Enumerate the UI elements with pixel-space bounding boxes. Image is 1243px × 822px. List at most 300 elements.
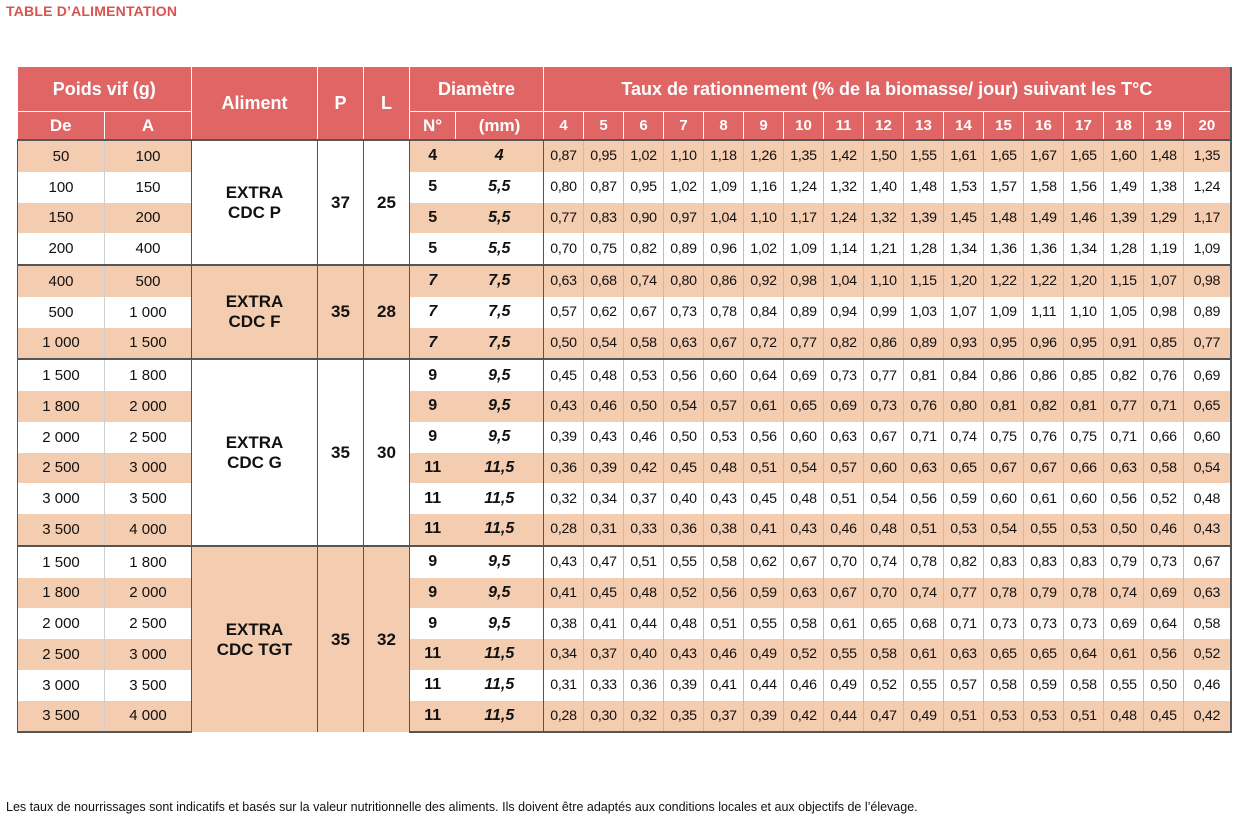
rate-cell: 0,38 [544, 608, 584, 639]
rate-cell: 0,93 [944, 328, 984, 360]
rate-cell: 0,74 [904, 578, 944, 609]
rate-cell: 0,57 [544, 297, 584, 328]
l-cell: 32 [364, 546, 410, 733]
rate-cell: 0,47 [864, 701, 904, 733]
weight-to-cell: 1 000 [105, 297, 192, 328]
weight-from-cell: 1 000 [18, 328, 105, 360]
rate-cell: 0,64 [1144, 608, 1184, 639]
temperature-header: 10 [784, 112, 824, 141]
weight-to-cell: 500 [105, 265, 192, 297]
rate-cell: 0,40 [664, 483, 704, 514]
rate-cell: 0,94 [824, 297, 864, 328]
rate-cell: 0,33 [624, 514, 664, 546]
rate-cell: 0,51 [944, 701, 984, 733]
rate-cell: 1,20 [1064, 265, 1104, 297]
rate-cell: 0,63 [1184, 578, 1231, 609]
diameter-mm-cell: 11,5 [456, 483, 544, 514]
rate-cell: 0,43 [664, 639, 704, 670]
rate-cell: 0,80 [664, 265, 704, 297]
temperature-header: 5 [584, 112, 624, 141]
rate-cell: 0,77 [544, 203, 584, 234]
rate-cell: 0,55 [824, 639, 864, 670]
temperature-header: 4 [544, 112, 584, 141]
rate-cell: 1,35 [1184, 140, 1231, 172]
weight-from-cell: 2 000 [18, 422, 105, 453]
pellet-number-cell: 7 [410, 328, 456, 360]
rate-cell: 0,74 [624, 265, 664, 297]
table-row [18, 265, 1231, 297]
weight-to-cell: 3 000 [105, 453, 192, 484]
rate-cell: 0,67 [1024, 453, 1064, 484]
rate-cell: 0,91 [1104, 328, 1144, 360]
rate-cell: 0,67 [864, 422, 904, 453]
rate-cell: 0,59 [1024, 670, 1064, 701]
rate-cell: 0,71 [904, 422, 944, 453]
page-title: TABLE D’ALIMENTATION [6, 3, 178, 19]
rate-cell: 0,43 [704, 483, 744, 514]
rate-cell: 0,37 [704, 701, 744, 733]
pellet-number-cell: 11 [410, 639, 456, 670]
rate-cell: 0,36 [664, 514, 704, 546]
rate-cell: 0,52 [664, 578, 704, 609]
rate-cell: 1,56 [1064, 172, 1104, 203]
rate-cell: 0,39 [664, 670, 704, 701]
rate-cell: 1,10 [744, 203, 784, 234]
rate-cell: 0,43 [784, 514, 824, 546]
rate-cell: 1,36 [984, 233, 1024, 265]
rate-cell: 0,67 [704, 328, 744, 360]
rate-cell: 1,14 [824, 233, 864, 265]
rate-cell: 0,43 [1184, 514, 1231, 546]
diameter-mm-cell: 11,5 [456, 514, 544, 546]
rate-cell: 0,30 [584, 701, 624, 733]
rate-cell: 0,77 [864, 359, 904, 391]
rate-cell: 0,77 [1104, 391, 1144, 422]
rate-cell: 0,73 [1024, 608, 1064, 639]
rate-cell: 0,70 [864, 578, 904, 609]
rate-cell: 0,98 [1184, 265, 1231, 297]
rate-cell: 0,97 [664, 203, 704, 234]
rate-cell: 0,60 [784, 422, 824, 453]
rate-cell: 0,98 [784, 265, 824, 297]
pellet-number-cell: 11 [424, 676, 442, 694]
rate-cell: 0,46 [1184, 670, 1231, 701]
rate-cell: 0,58 [1064, 670, 1104, 701]
rate-cell: 0,66 [1064, 453, 1104, 484]
rate-cell: 0,53 [984, 701, 1024, 733]
rate-cell: 0,53 [624, 359, 664, 391]
temperature-header: 14 [944, 112, 984, 141]
rate-cell: 0,44 [824, 701, 864, 733]
rate-cell: 0,53 [944, 514, 984, 546]
diameter-mm-cell: 9,5 [456, 359, 544, 391]
rate-cell: 1,10 [664, 140, 704, 172]
rate-cell: 0,58 [1184, 608, 1231, 639]
rate-cell: 0,58 [864, 639, 904, 670]
weight-to-cell: 150 [105, 172, 192, 203]
rate-cell: 0,95 [1064, 328, 1104, 360]
rate-cell: 1,21 [864, 233, 904, 265]
table-row [18, 546, 1231, 578]
rate-cell: 0,99 [864, 297, 904, 328]
rate-cell: 0,56 [744, 422, 784, 453]
rate-cell: 1,17 [784, 203, 824, 234]
rate-cell: 0,74 [944, 422, 984, 453]
rate-cell: 0,77 [944, 578, 984, 609]
rate-cell: 0,65 [784, 391, 824, 422]
rate-cell: 0,89 [1184, 297, 1231, 328]
footnote: Les taux de nourrissages sont indicatifs et basés sur la valeur nutritionnelle des aliments. Ils doivent être adaptés aux conditions locales et aux objectifs de l’élevage. [6, 800, 918, 814]
rate-cell: 1,28 [904, 233, 944, 265]
rate-cell: 1,10 [1064, 297, 1104, 328]
weight-from-cell: 500 [18, 297, 105, 328]
rate-cell: 0,56 [704, 578, 744, 609]
pellet-number-cell: 5 [428, 239, 438, 257]
rate-cell: 0,50 [624, 391, 664, 422]
rate-cell: 0,53 [1024, 701, 1064, 733]
rate-cell: 0,78 [904, 546, 944, 578]
rate-cell: 0,95 [984, 328, 1024, 360]
rate-cell: 0,67 [784, 546, 824, 578]
rate-cell: 0,43 [584, 422, 624, 453]
weight-from-cell: 2 000 [18, 608, 105, 639]
rate-cell: 0,75 [584, 233, 624, 265]
rate-cell: 0,65 [1024, 639, 1064, 670]
rate-cell: 0,54 [984, 514, 1024, 546]
rate-cell: 0,44 [624, 608, 664, 639]
table-row [18, 140, 1231, 172]
rate-cell: 0,82 [824, 328, 864, 360]
diameter-mm-cell: 11,5 [456, 639, 544, 670]
rate-cell: 0,50 [1104, 514, 1144, 546]
weight-from-cell: 2 500 [18, 453, 105, 484]
weight-from-cell: 3 000 [18, 483, 105, 514]
diameter-mm-cell: 7,5 [456, 297, 544, 328]
rate-cell: 0,48 [664, 608, 704, 639]
rate-cell: 0,39 [584, 453, 624, 484]
rate-header: Taux de rationnement (% de la biomasse/ jour) suivant les T°C [544, 67, 1231, 112]
rate-cell: 1,02 [664, 172, 704, 203]
rate-cell: 1,18 [704, 140, 744, 172]
rate-cell: 1,02 [624, 140, 664, 172]
rate-cell: 0,95 [624, 172, 664, 203]
p-header: P [318, 67, 364, 140]
rate-cell: 1,09 [704, 172, 744, 203]
rate-cell: 0,72 [744, 328, 784, 360]
rate-cell: 1,11 [1024, 297, 1064, 328]
rate-cell: 0,50 [544, 328, 584, 360]
rate-cell: 0,35 [664, 701, 704, 733]
rate-cell: 1,22 [984, 265, 1024, 297]
rate-cell: 0,77 [1184, 328, 1231, 360]
pellet-number-cell: 11 [424, 489, 442, 507]
weight-from-cell: 50 [18, 140, 105, 172]
rate-cell: 0,33 [584, 670, 624, 701]
feed-name-cell [192, 265, 318, 359]
weight-to-cell: 100 [105, 140, 192, 172]
table-row [18, 359, 1231, 391]
rate-cell: 0,46 [784, 670, 824, 701]
weight-to-cell: 1 800 [105, 359, 192, 391]
rate-cell: 0,82 [1024, 391, 1064, 422]
rate-cell: 0,42 [624, 453, 664, 484]
temperature-header: 15 [984, 112, 1024, 141]
pellet-number-cell: 9 [410, 546, 456, 578]
rate-cell: 0,73 [864, 391, 904, 422]
p-cell: 35 [318, 546, 364, 733]
diameter-header: Diamètre [410, 67, 544, 112]
rate-cell: 0,85 [1064, 359, 1104, 391]
rate-cell: 0,87 [544, 140, 584, 172]
rate-cell: 0,41 [704, 670, 744, 701]
rate-cell: 1,42 [824, 140, 864, 172]
rate-cell: 1,48 [984, 203, 1024, 234]
rate-cell: 0,67 [624, 297, 664, 328]
rate-cell: 0,83 [584, 203, 624, 234]
rate-cell: 0,47 [584, 546, 624, 578]
weight-to-cell: 3 000 [105, 639, 192, 670]
rate-cell: 0,45 [744, 483, 784, 514]
rate-cell: 0,71 [1144, 391, 1184, 422]
rate-cell: 1,57 [984, 172, 1024, 203]
rate-cell: 0,58 [784, 608, 824, 639]
rate-cell: 0,36 [544, 453, 584, 484]
rate-cell: 0,80 [544, 172, 584, 203]
rate-cell: 0,67 [1184, 546, 1231, 578]
rate-cell: 0,73 [664, 297, 704, 328]
weight-to-cell: 3 500 [105, 483, 192, 514]
rate-cell: 0,64 [1064, 639, 1104, 670]
rate-cell: 0,83 [1064, 546, 1104, 578]
weight-from-cell: 3 500 [18, 701, 105, 733]
rate-cell: 1,24 [784, 172, 824, 203]
rate-cell: 0,52 [1184, 639, 1231, 670]
mm-header: (mm) [456, 112, 544, 141]
feeding-table [17, 67, 1232, 733]
rate-cell: 1,16 [744, 172, 784, 203]
rate-cell: 1,36 [1024, 233, 1064, 265]
rate-cell: 1,65 [1064, 140, 1104, 172]
rate-cell: 0,89 [664, 233, 704, 265]
rate-cell: 0,89 [904, 328, 944, 360]
rate-cell: 0,83 [1024, 546, 1064, 578]
rate-cell: 0,89 [784, 297, 824, 328]
feed-name-line: CDC G [227, 452, 282, 472]
rate-cell: 0,51 [1064, 701, 1104, 733]
rate-cell: 1,65 [984, 140, 1024, 172]
rate-cell: 1,49 [1024, 203, 1064, 234]
rate-cell: 0,46 [704, 639, 744, 670]
weight-to-cell: 4 000 [105, 701, 192, 733]
rate-cell: 0,69 [1184, 359, 1231, 391]
rate-cell: 0,41 [544, 578, 584, 609]
rate-cell: 0,74 [864, 546, 904, 578]
rate-cell: 0,56 [664, 359, 704, 391]
rate-cell: 1,07 [944, 297, 984, 328]
rate-cell: 0,67 [984, 453, 1024, 484]
rate-cell: 0,96 [704, 233, 744, 265]
rate-cell: 0,48 [784, 483, 824, 514]
rate-cell: 0,63 [1104, 453, 1144, 484]
rate-cell: 0,55 [744, 608, 784, 639]
feed-name-line: CDC TGT [216, 639, 293, 659]
rate-cell: 1,40 [864, 172, 904, 203]
weight-from-cell: 3 000 [18, 670, 105, 701]
rate-cell: 0,58 [624, 328, 664, 360]
rate-cell: 0,39 [544, 422, 584, 453]
rate-cell: 1,67 [1024, 140, 1064, 172]
rate-cell: 0,60 [1064, 483, 1104, 514]
rate-cell: 0,61 [824, 608, 864, 639]
weight-to-cell: 2 000 [105, 391, 192, 422]
rate-cell: 0,63 [544, 265, 584, 297]
rate-cell: 0,58 [1144, 453, 1184, 484]
rate-cell: 0,73 [1144, 546, 1184, 578]
rate-cell: 0,54 [864, 483, 904, 514]
rate-cell: 0,51 [824, 483, 864, 514]
weight-to-cell: 200 [105, 203, 192, 234]
diameter-mm-cell: 11,5 [456, 453, 544, 484]
rate-cell: 1,34 [1064, 233, 1104, 265]
temperature-header: 17 [1064, 112, 1104, 141]
weight-to-cell: 1 800 [105, 546, 192, 578]
rate-cell: 0,81 [984, 391, 1024, 422]
diameter-mm-cell: 11,5 [456, 701, 544, 733]
rate-cell: 0,68 [904, 608, 944, 639]
diameter-mm-cell: 5,5 [456, 172, 544, 203]
rate-cell: 0,60 [704, 359, 744, 391]
rate-cell: 1,17 [1184, 203, 1231, 234]
temperature-header: 16 [1024, 112, 1064, 141]
pellet-number-cell: 7 [428, 303, 438, 321]
rate-cell: 0,86 [1024, 359, 1064, 391]
rate-cell: 0,55 [904, 670, 944, 701]
rate-cell: 0,86 [864, 328, 904, 360]
rate-cell: 0,54 [784, 453, 824, 484]
rate-cell: 0,90 [624, 203, 664, 234]
rate-cell: 1,39 [904, 203, 944, 234]
rate-cell: 0,49 [824, 670, 864, 701]
rate-cell: 0,79 [1104, 546, 1144, 578]
rate-cell: 0,79 [1024, 578, 1064, 609]
rate-cell: 0,51 [904, 514, 944, 546]
temperature-header: 12 [864, 112, 904, 141]
feed-name-line: EXTRA [225, 182, 284, 202]
rate-cell: 1,24 [824, 203, 864, 234]
rate-cell: 1,03 [904, 297, 944, 328]
rate-cell: 0,58 [984, 670, 1024, 701]
rate-cell: 0,84 [944, 359, 984, 391]
rate-cell: 0,77 [784, 328, 824, 360]
temperature-header: 7 [664, 112, 704, 141]
rate-cell: 1,58 [1024, 172, 1064, 203]
rate-cell: 0,52 [1144, 483, 1184, 514]
feed-name-line: EXTRA [225, 292, 284, 312]
diameter-mm-cell: 5,5 [456, 233, 544, 265]
rate-cell: 0,62 [744, 546, 784, 578]
rate-cell: 0,63 [824, 422, 864, 453]
l-cell: 28 [364, 265, 410, 359]
rate-cell: 0,61 [1104, 639, 1144, 670]
rate-cell: 0,96 [1024, 328, 1064, 360]
rate-cell: 0,54 [584, 328, 624, 360]
weight-to-cell: 2 000 [105, 578, 192, 609]
rate-cell: 1,07 [1144, 265, 1184, 297]
rate-cell: 0,44 [744, 670, 784, 701]
rate-cell: 0,42 [784, 701, 824, 733]
rate-cell: 1,48 [904, 172, 944, 203]
rate-cell: 0,48 [624, 578, 664, 609]
rate-cell: 0,73 [1064, 608, 1104, 639]
rate-cell: 0,49 [904, 701, 944, 733]
rate-cell: 0,52 [784, 639, 824, 670]
rate-cell: 0,58 [704, 546, 744, 578]
diameter-mm-cell: 5,5 [456, 203, 544, 234]
rate-cell: 0,53 [1064, 514, 1104, 546]
pellet-number-cell: 9 [410, 391, 456, 422]
temperature-header: 11 [824, 112, 864, 141]
rate-cell: 0,57 [944, 670, 984, 701]
pellet-number-cell: 9 [428, 428, 438, 446]
feed-name-line: EXTRA [225, 432, 284, 452]
rate-cell: 1,28 [1104, 233, 1144, 265]
rate-cell: 0,63 [664, 328, 704, 360]
weight-from-cell: 3 500 [18, 514, 105, 546]
rate-cell: 0,69 [784, 359, 824, 391]
rate-cell: 0,86 [704, 265, 744, 297]
p-cell: 35 [318, 359, 364, 546]
rate-cell: 0,48 [864, 514, 904, 546]
rate-cell: 0,41 [584, 608, 624, 639]
rate-cell: 0,48 [1104, 701, 1144, 733]
feed-header: Aliment [192, 67, 318, 140]
rate-cell: 0,39 [744, 701, 784, 733]
rate-cell: 0,53 [704, 422, 744, 453]
rate-cell: 0,63 [944, 639, 984, 670]
rate-cell: 1,34 [944, 233, 984, 265]
weight-from-cell: 400 [18, 265, 105, 297]
rate-cell: 0,78 [704, 297, 744, 328]
rate-cell: 0,50 [664, 422, 704, 453]
rate-cell: 0,48 [584, 359, 624, 391]
rate-cell: 0,59 [744, 578, 784, 609]
rate-cell: 0,95 [584, 140, 624, 172]
weight-from-cell: 100 [18, 172, 105, 203]
rate-cell: 0,41 [744, 514, 784, 546]
rate-cell: 0,34 [544, 639, 584, 670]
rate-cell: 0,36 [624, 670, 664, 701]
rate-cell: 0,65 [1184, 391, 1231, 422]
temperature-header: 20 [1184, 112, 1231, 141]
rate-cell: 0,31 [584, 514, 624, 546]
rate-cell: 0,69 [1144, 578, 1184, 609]
rate-cell: 1,24 [1184, 172, 1231, 203]
rate-cell: 0,74 [1104, 578, 1144, 609]
rate-cell: 0,60 [864, 453, 904, 484]
rate-cell: 0,55 [664, 546, 704, 578]
rate-cell: 0,66 [1144, 422, 1184, 453]
temperature-header: 8 [704, 112, 744, 141]
rate-cell: 0,40 [624, 639, 664, 670]
rate-cell: 0,32 [624, 701, 664, 733]
rate-cell: 0,48 [1184, 483, 1231, 514]
diameter-mm-cell: 9,5 [456, 546, 544, 578]
rate-cell: 0,61 [744, 391, 784, 422]
rate-cell: 0,45 [664, 453, 704, 484]
rate-cell: 0,28 [544, 514, 584, 546]
rate-cell: 0,71 [944, 608, 984, 639]
rate-cell: 1,29 [1144, 203, 1184, 234]
